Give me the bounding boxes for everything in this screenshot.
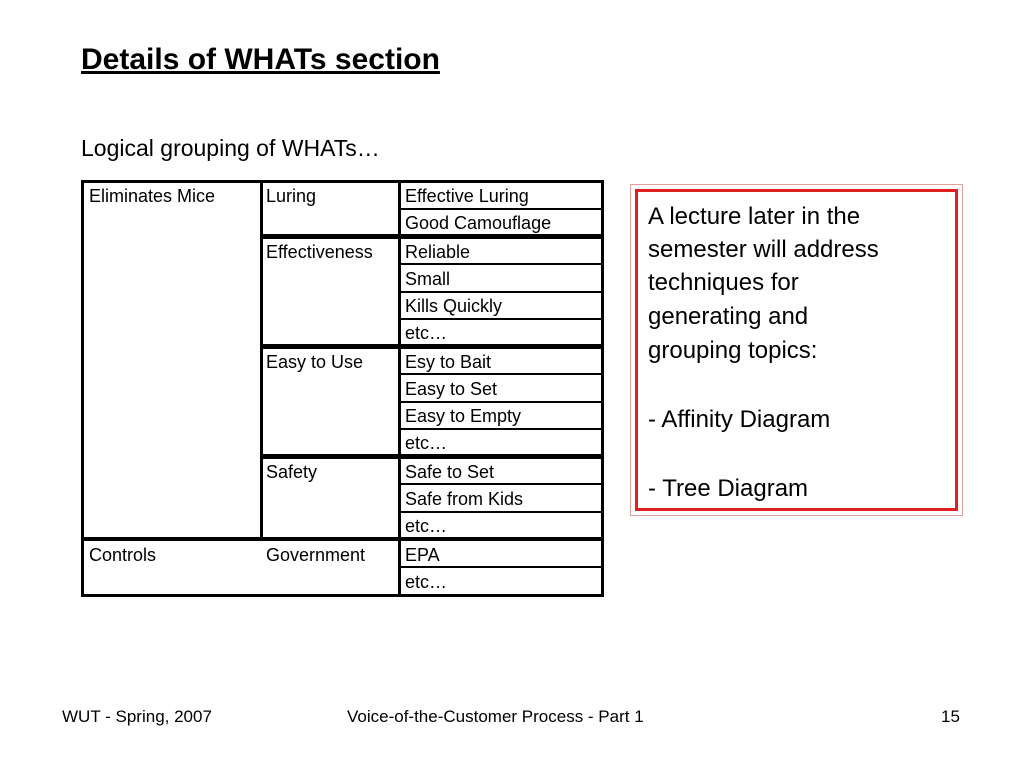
item-cell: Effective Luring (405, 186, 529, 206)
level1-label: Eliminates Mice (89, 186, 216, 206)
callout-text-line: generating and (648, 303, 809, 330)
item-cell: Kills Quickly (405, 296, 503, 316)
item-divider (400, 511, 604, 513)
level2-label: Effectiveness (266, 242, 373, 262)
item-divider (400, 428, 604, 430)
item-cell: EPA (405, 545, 440, 565)
footer-left: WUT - Spring, 2007 (62, 707, 212, 726)
item-divider (400, 263, 604, 265)
item-cell: Easy to Empty (405, 406, 522, 426)
item-divider (400, 566, 604, 568)
slide-title: Details of WHATs section (81, 43, 440, 76)
item-divider (400, 291, 604, 293)
level2-label: Government (266, 545, 366, 565)
callout-box (635, 189, 958, 511)
item-cell: Small (405, 269, 451, 289)
item-column-divider (398, 180, 401, 597)
group-eliminates-mice-frame (81, 180, 263, 540)
callout-text-line: techniques for (648, 269, 799, 296)
callout-text-line: - Tree Diagram (648, 475, 809, 502)
item-cell: etc… (405, 323, 448, 343)
callout-text-line: - Affinity Diagram (648, 406, 831, 433)
callout-text-line: grouping topics: (648, 337, 818, 364)
item-divider (400, 208, 604, 210)
callout-text-line: A lecture later in the (648, 203, 861, 230)
item-cell: etc… (405, 572, 448, 592)
slide-subtitle: Logical grouping of WHATs… (81, 135, 380, 161)
item-cell: Safe to Set (405, 462, 495, 482)
item-cell: etc… (405, 516, 448, 536)
item-cell: Esy to Bait (405, 352, 492, 372)
item-cell: Safe from Kids (405, 489, 524, 509)
item-cell: Easy to Set (405, 379, 498, 399)
item-cell: Good Camouflage (405, 213, 552, 233)
level2-label: Easy to Use (266, 352, 364, 372)
level2-label: Luring (266, 186, 317, 206)
level1-label: Controls (89, 545, 157, 565)
item-cell: etc… (405, 433, 448, 453)
item-divider (400, 373, 604, 375)
callout-text-line: semester will address (648, 236, 879, 263)
level2-label: Safety (266, 462, 318, 482)
item-divider (400, 401, 604, 403)
footer-center: Voice-of-the-Customer Process - Part 1 (347, 707, 644, 726)
controls-divider (81, 538, 604, 541)
item-divider (400, 318, 604, 320)
page-number: 15 (941, 707, 960, 726)
item-divider (400, 483, 604, 485)
item-cell: Reliable (405, 242, 471, 262)
